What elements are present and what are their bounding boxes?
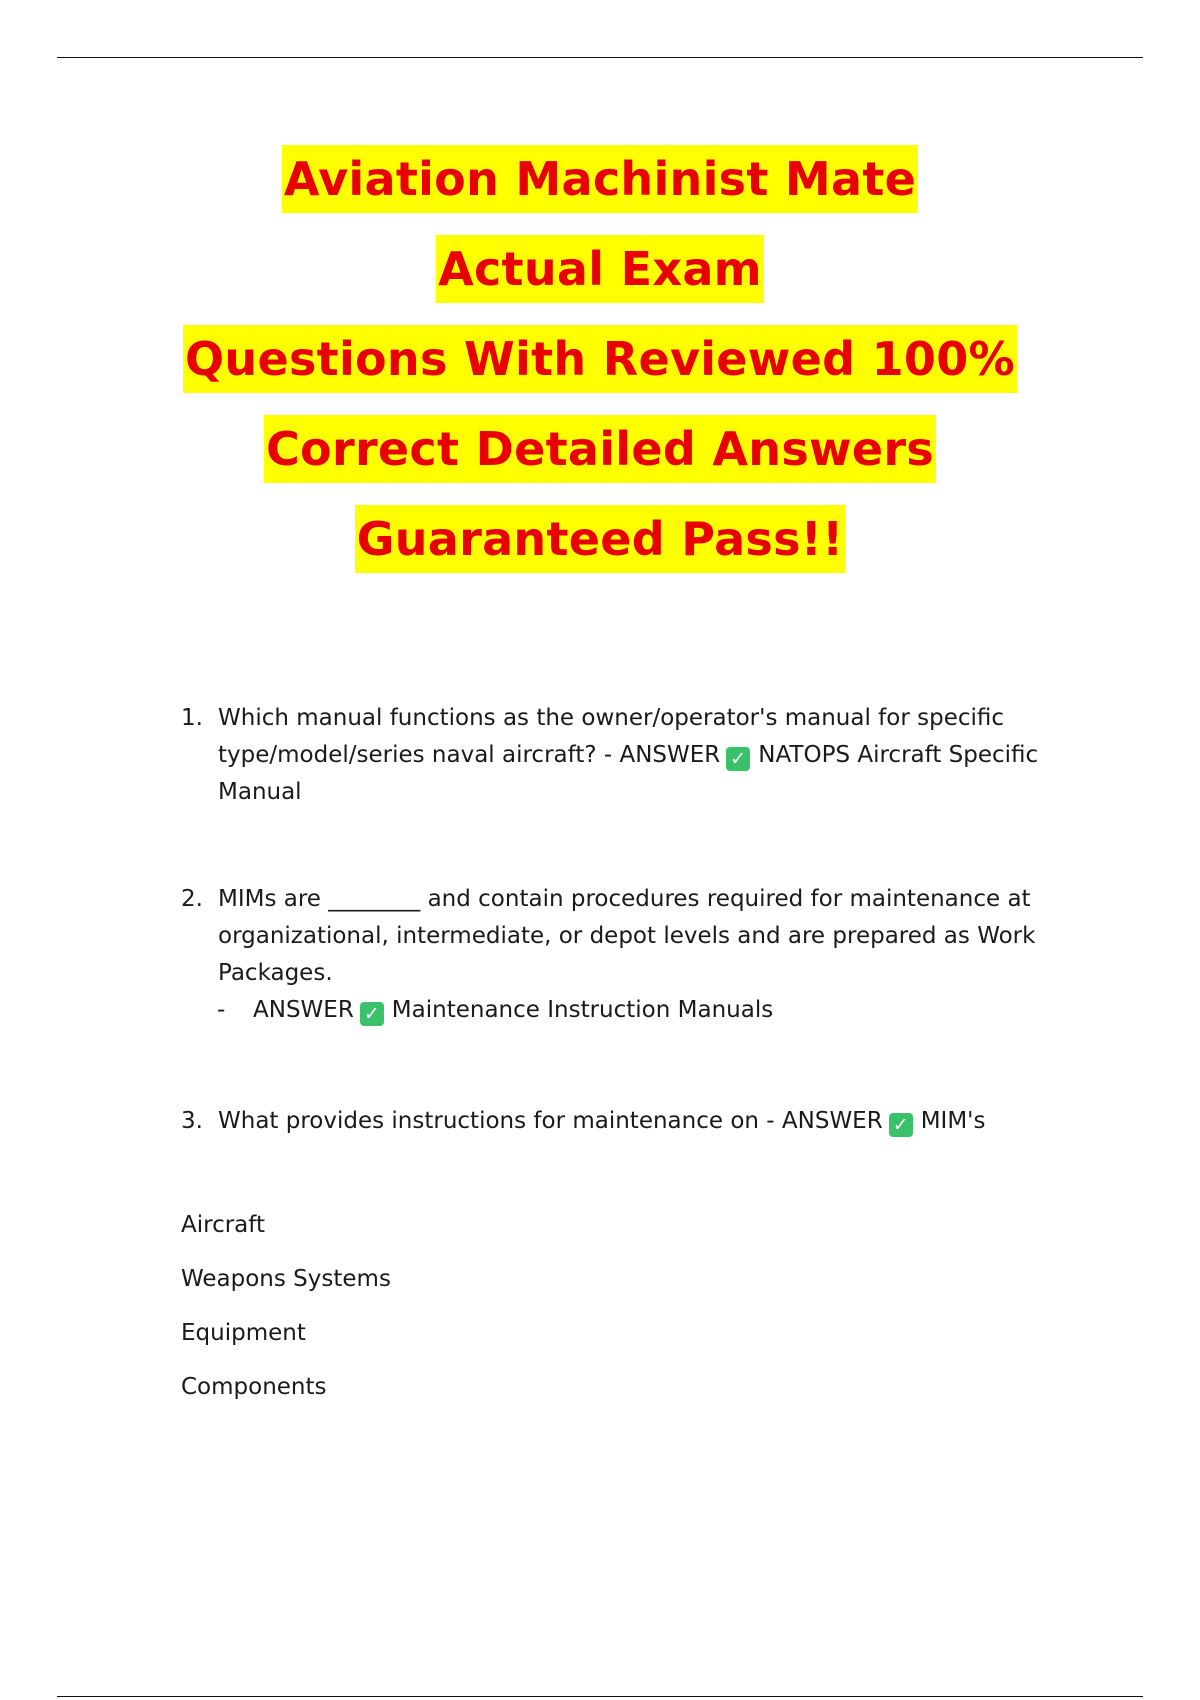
list-item-equipment: Equipment (181, 1320, 306, 1346)
title-line-5: Guaranteed Pass!! (0, 505, 1200, 595)
list-item-aircraft: Aircraft (181, 1212, 265, 1238)
check-box-icon: ✓ (889, 1113, 913, 1137)
title-line-3: Questions With Reviewed 100% (0, 325, 1200, 415)
bottom-rule (57, 1696, 1143, 1697)
answer-row (181, 992, 1081, 1029)
question-number: 2. (181, 886, 203, 912)
top-rule (57, 57, 1143, 58)
list-item-components: Components (181, 1374, 327, 1400)
title-line-4: Correct Detailed Answers (0, 415, 1200, 505)
answer-label: ANSWER (253, 997, 354, 1023)
answer-text: NATOPS Aircraft Specific Manual (218, 742, 1039, 805)
answer-text: MIM's (920, 1108, 986, 1134)
document-title (0, 145, 1200, 595)
question-3 (181, 1103, 1081, 1140)
answer-text: Maintenance Instruction Manuals (391, 997, 774, 1023)
question-text: Which manual functions as the owner/operator's manual for specific type/model/series naval aircraft? - ANSWER (218, 705, 1005, 768)
title-line-2: Actual Exam (0, 235, 1200, 325)
question-list (181, 700, 1081, 1414)
check-box-icon: ✓ (726, 747, 750, 771)
question-1 (181, 700, 1081, 811)
bullet-dash: - (217, 997, 226, 1023)
question-2 (181, 881, 1081, 992)
question-text: MIMs are ________ and contain procedures required for maintenance at organizational, intermediate, or depot levels and are prepared as Work Packages. (218, 886, 1036, 986)
question-text: What provides instructions for maintenance on - ANSWER (218, 1108, 883, 1134)
question-number: 1. (181, 705, 203, 731)
check-box-icon: ✓ (360, 1002, 384, 1026)
list-item-weapons-systems: Weapons Systems (181, 1266, 391, 1292)
question-number: 3. (181, 1108, 203, 1134)
title-line-1: Aviation Machinist Mate (0, 145, 1200, 235)
